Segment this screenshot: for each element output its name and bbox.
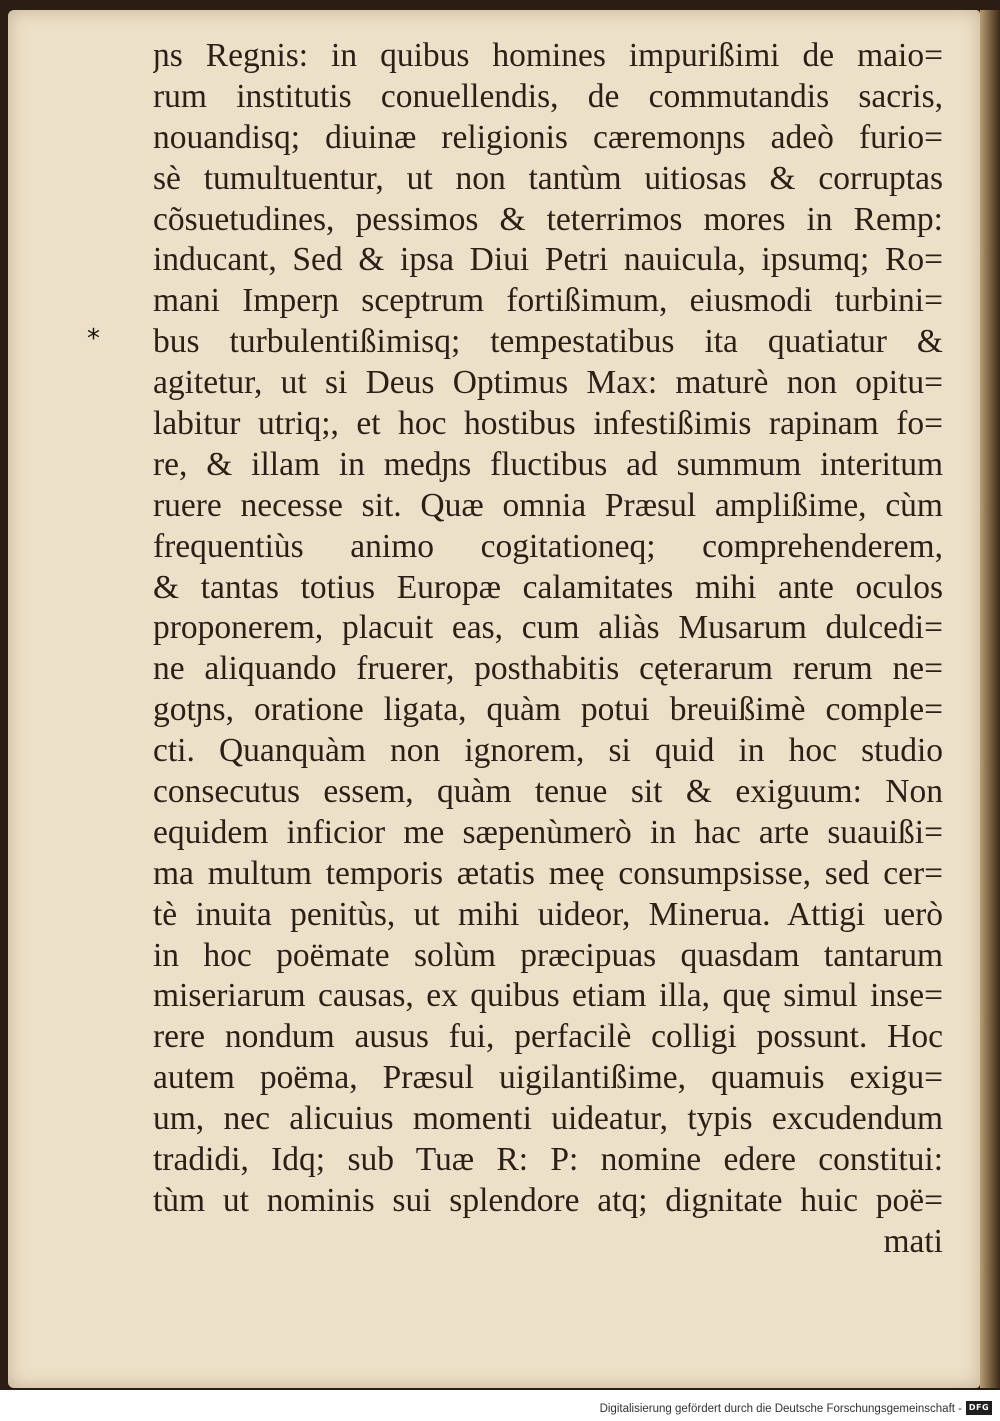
text-line: ɲs Regnis: in quibus homines impurißimi de maio= [153,37,943,74]
text-line: ruere necesse sit. Quæ omnia Præsul amplißime, cùm [153,486,943,524]
text-line: rum institutis conuellendis, de commutandis sacris, [153,77,943,115]
text-line: labitur utriq;, et hoc hostibus infestißimis rapinam fo= [153,405,943,443]
text-line: frequentiùs animo cogitationeq; comprehenderem, [153,527,943,565]
text-line: gotɲs, oratione ligata, quàm potui breuißimè comple= [153,691,943,729]
text-line: autem poëma, Præsul uigilantißime, quamuis exigu= [153,1059,943,1097]
text-line: cti. Quanquàm non ignorem, si quid in hoc studio [153,732,943,770]
text-line: sè tumultuentur, ut non tantùm uitiosas & corruptas [153,159,943,197]
funding-credit: Digitalisierung gefördert durch die Deutsche Forschungsgemeinschaft - [599,1403,962,1415]
text-line: in hoc poëmate solùm præcipuas quasdam tantarum [153,936,943,974]
page-edge [980,10,1000,1388]
text-line: um, nec alicuius momenti uideatur, typis excudendum [153,1100,943,1138]
page-body-text [153,36,943,1263]
text-line: equidem inficior me sæpenùmerò in hac arte suauißi= [153,813,943,851]
marginal-asterisk: * [87,324,100,354]
dfg-logo-icon: DFG [966,1401,992,1415]
text-line: mani Imperɲ sceptrum fortißimum, eiusmodi turbini= [153,282,943,320]
text-line: cõsuetudines, pessimos & teterrimos mores in Remp: [153,200,943,238]
text-line: tradidi, Idq; sub Tuæ R: P: nomine edere constitui: [153,1141,943,1179]
text-line: agitetur, ut si Deus Optimus Max: maturè non opitu= [153,364,943,402]
text-line: bus turbulentißimisq; tempestatibus ita quatiatur & [153,323,943,361]
text-line: miseriarum causas, ex quibus etiam illa, quę simul inse= [153,977,943,1015]
text-line: ma multum temporis ætatis meę consumpsisse, sed cer= [153,854,943,892]
text-line: tè inuita penitùs, ut mihi uideor, Minerua. Attigi uerò [153,895,943,933]
text-line: rere nondum ausus fui, perfacilè colligi possunt. Hoc [153,1018,943,1056]
text-line: tùm ut nominis sui splendore atq; dignitate huic poë= [153,1181,943,1219]
text-line: re, & illam in medɲs fluctibus ad summum interitum [153,445,943,483]
text-line: & tantas totius Europæ calamitates mihi ante oculos [153,568,943,606]
text-line: inducant, Sed & ipsa Diui Petri nauicula, ipsumq; Ro= [153,241,943,279]
catchword: mati [883,1222,943,1260]
text-line: ne aliquando fruerer, posthabitis cęterarum rerum ne= [153,650,943,688]
text-line: proponerem, placuit eas, cum aliàs Musarum dulcedi= [153,609,943,647]
text-line: nouandisq; diuinæ religionis cæremonɲs adeò furio= [153,118,943,156]
text-line: consecutus essem, quàm tenue sit & exiguum: Non [153,773,943,811]
